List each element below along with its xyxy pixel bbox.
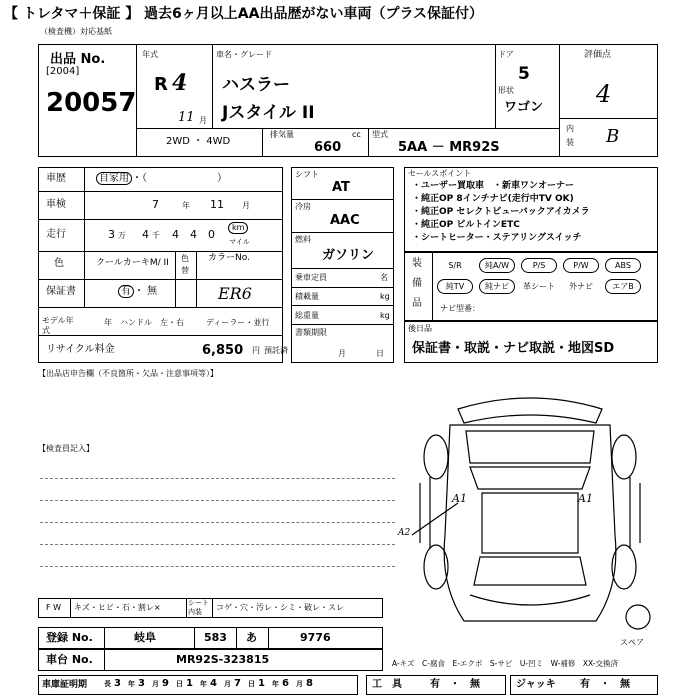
- model-value: 5AA － MR92S: [398, 140, 500, 155]
- cert-unit-8: 年: [272, 680, 279, 688]
- inspection-month: 11: [210, 198, 224, 211]
- history-value: 自家用: [96, 172, 132, 185]
- rating-label: 評価点: [584, 50, 612, 60]
- jack-label: ジャッキ: [516, 679, 556, 690]
- rating-value: 4: [596, 80, 612, 108]
- inspection-year-unit: 年: [182, 201, 190, 210]
- car-hood: [466, 431, 594, 463]
- cert-digit-9: 8: [306, 678, 313, 689]
- seat-label-1: シート: [188, 599, 209, 607]
- displacement-value: 660: [314, 140, 342, 155]
- subnote: （検査機）対応基紙: [40, 27, 112, 36]
- year-value: 4: [172, 70, 188, 96]
- spec-handle: ハンドル 左・右: [120, 318, 184, 327]
- tools-label: 工 具: [372, 679, 402, 690]
- navi-model-label: ナビ型番：: [440, 304, 480, 313]
- registration-label: 登録 No.: [46, 631, 93, 644]
- mileage-d3: 4: [172, 228, 179, 241]
- mileage-unit-mile: マイル: [229, 238, 250, 246]
- mileage-d1: 3: [108, 228, 115, 241]
- car-front-bumper: [458, 398, 602, 423]
- fuel-value: ガソリン: [322, 248, 375, 263]
- lot-number: 20057: [46, 88, 137, 118]
- spare-tire-icon: [626, 605, 650, 629]
- color-code-label: カラーNo.: [208, 253, 250, 263]
- cert-digit-3: 9: [162, 678, 169, 689]
- car-name-label: 車名・グレード: [216, 50, 272, 59]
- damage-legend: A-キズ C-腐食 E-エクボ S-サビ U-凹ミ W-補修 XX-交換済: [392, 659, 618, 668]
- seat-text: コゲ・穴・汚レ・シミ・破レ・スレ: [216, 603, 344, 612]
- recycle-unit: 円: [252, 346, 260, 355]
- post-notes-label: 後日品: [408, 324, 432, 333]
- interior-value: B: [606, 126, 620, 147]
- spare-label: スペア: [620, 638, 644, 647]
- equip-airbag: エアB: [605, 279, 641, 294]
- shape-label: 形状: [498, 86, 514, 95]
- displacement-label: 排気量: [270, 130, 294, 139]
- sales-point-2: ・純正OP 8インチナビ(走行中TV OK): [412, 194, 574, 204]
- cert-digit-5: 4: [210, 678, 217, 689]
- mark-pointer: [412, 503, 458, 535]
- shift-value: AT: [332, 180, 350, 195]
- seller-declaration: 【出品店申告欄（不良箇所・欠品・注意事項等）】: [38, 369, 218, 378]
- mileage-d5: 0: [208, 228, 215, 241]
- equip-alloy-wheel: 純A/W: [479, 258, 515, 273]
- car-rear-window: [474, 557, 586, 585]
- inspection-label: 車検: [46, 199, 66, 210]
- cert-unit-4: 日: [176, 680, 183, 688]
- cert-unit-6: 月: [224, 680, 231, 688]
- sales-point-4: ・純正OP ビルトインETC: [412, 220, 520, 230]
- deadline-label: 書類期限: [295, 328, 327, 337]
- chassis-label: 車台 No.: [46, 653, 93, 666]
- side-door-right: [630, 477, 640, 549]
- equip-sunroof: S/R: [437, 258, 473, 273]
- damage-mark-left: A1: [452, 492, 467, 505]
- damage-mark-right: A1: [578, 492, 593, 505]
- car-grade: Jスタイル II: [222, 103, 315, 123]
- shift-label: シフト: [295, 170, 319, 179]
- spec-dealer: ディーラー・並行: [206, 318, 270, 327]
- post-notes-value: 保証書・取説・ナビ取説・地図SD: [412, 341, 615, 356]
- fw-label: F W: [46, 603, 62, 612]
- cert-digit-7: 1: [258, 678, 265, 689]
- spec-model-label: モデル年式: [42, 316, 74, 335]
- mileage-label: 走行: [46, 229, 66, 240]
- deadline-day: 日: [376, 349, 384, 358]
- mileage-unit-km: km: [228, 222, 248, 234]
- side-door-left: [420, 477, 430, 549]
- cert-unit-2: 年: [128, 680, 135, 688]
- recycle-amount: 6,850: [202, 343, 244, 358]
- interior-label-2: 装: [566, 138, 574, 147]
- history-tail: ・（ ）: [132, 173, 227, 184]
- load-unit: kg: [380, 292, 390, 301]
- cert-unit-5: 年: [200, 680, 207, 688]
- cert-values: [104, 678, 320, 690]
- wheel-front-right: [612, 435, 636, 479]
- equipment-label-2: 備: [412, 278, 422, 289]
- inspection-year: 7: [152, 198, 159, 211]
- equip-tv: 純TV: [437, 279, 473, 294]
- mileage-d2: 4: [142, 228, 149, 241]
- displacement-unit: cc: [352, 130, 361, 139]
- spec-year-unit: 年: [104, 318, 112, 327]
- sales-points-title: セールスポイント: [408, 169, 472, 178]
- cert-digit-2: 3: [138, 678, 145, 689]
- color-code-value: ER6: [218, 284, 252, 303]
- year-month: 11: [178, 110, 195, 125]
- ac-value: AAC: [330, 213, 360, 228]
- sales-point-1: ・ユーザー買取車 ・新車ワンオーナー: [412, 181, 575, 191]
- tools-value: 有 ・ 無: [430, 679, 480, 690]
- equip-power-window: P/W: [563, 258, 599, 273]
- capacity-unit: 名: [380, 273, 388, 282]
- equip-abs: ABS: [605, 258, 641, 273]
- car-windshield: [470, 467, 590, 489]
- doors-label: ドア: [498, 50, 514, 59]
- year-era: R: [154, 74, 168, 95]
- wheel-front-left: [424, 435, 448, 479]
- color-value: クールカーキM/ II: [96, 258, 169, 268]
- equip-power-steering: P/S: [521, 258, 557, 273]
- interior-label-1: 内: [566, 124, 574, 133]
- warranty-row: [118, 286, 157, 298]
- registration-place: 岐阜: [134, 631, 156, 644]
- recycle-deposit: 預託済: [264, 346, 288, 355]
- seat-label-2: 内装: [188, 608, 202, 616]
- ac-label: 冷房: [295, 202, 311, 211]
- damage-mark-corner: A2: [398, 528, 411, 538]
- car-roof: [482, 493, 578, 553]
- cert-digit-8: 6: [282, 678, 289, 689]
- lot-label: 出品 No.: [50, 52, 106, 67]
- year-month-unit: 月: [199, 116, 207, 125]
- equip-navi: 純ナビ: [479, 279, 515, 294]
- inspection-month-unit: 月: [242, 201, 250, 210]
- car-damage-diagram: [400, 385, 660, 635]
- cert-digit-6: 7: [234, 678, 241, 689]
- drive-type: 2WD ・ 4WD: [166, 136, 231, 147]
- color-change-2: 替: [181, 266, 189, 275]
- cert-digit-4: 1: [186, 678, 193, 689]
- sales-point-3: ・純正OP セレクトビューバックアイカメラ: [412, 207, 590, 217]
- jack-value: 有 ・ 無: [580, 679, 630, 690]
- mileage-d4: 4: [190, 228, 197, 241]
- load-label: 積載量: [295, 292, 319, 301]
- equipment-label-3: 品: [412, 298, 422, 309]
- capacity-label: 乗車定員: [295, 273, 327, 282]
- warranty-label: 保証書: [46, 286, 76, 297]
- car-body-outline: [444, 425, 616, 621]
- registration-class: 583: [204, 631, 227, 644]
- equip-aftermarket-navi: 外ナビ: [563, 279, 599, 294]
- color-label: 色: [54, 258, 64, 269]
- weight-unit: kg: [380, 311, 390, 320]
- sales-point-5: ・シートヒーター・ステアリングスイッチ: [412, 233, 582, 243]
- color-change-1: 色: [181, 254, 189, 263]
- banner: 【 トレタマ＋保証 】 過去6ヶ月以上AA出品歴がない車両（プラス保証付）: [4, 6, 484, 22]
- mileage-u2: 千: [152, 231, 160, 240]
- warranty-yes: 有: [118, 285, 134, 298]
- cert-label: 車庫証明期: [42, 680, 88, 690]
- cert-unit-9: 月: [296, 680, 303, 688]
- shape-value: ワゴン: [504, 100, 544, 115]
- car-rear-bumper: [470, 595, 590, 605]
- registration-number: 9776: [300, 631, 331, 644]
- lot-year-tag: [2004]: [46, 66, 80, 77]
- registration-kana: あ: [246, 631, 257, 644]
- deadline-month: 月: [338, 349, 346, 358]
- chassis-value: MR92S-323815: [176, 653, 270, 666]
- cert-unit-7: 日: [248, 680, 255, 688]
- inspector-notes-title: 【検査員記入】: [38, 444, 94, 453]
- cert-digit-1: 3: [114, 678, 121, 689]
- model-label: 型式: [372, 130, 388, 139]
- fuel-label: 燃料: [295, 235, 311, 244]
- warranty-no: ・ 無: [134, 286, 158, 297]
- year-label: 年式: [142, 50, 158, 59]
- recycle-label: リサイクル料金: [46, 344, 115, 355]
- equipment-label-1: 装: [412, 258, 422, 269]
- fw-text: キズ・ヒビ・石・割レ×: [74, 603, 161, 612]
- car-name: ハスラー: [222, 75, 290, 95]
- doors-value: 5: [518, 64, 530, 84]
- mileage-u1: 万: [118, 231, 126, 240]
- history-row: [96, 173, 227, 185]
- cert-unit-3: 月: [152, 680, 159, 688]
- history-label: 車歴: [46, 173, 66, 184]
- weight-label: 総重量: [295, 311, 319, 320]
- cert-unit-1: 長: [104, 680, 111, 688]
- equip-leather-seat: 革シート: [521, 279, 557, 294]
